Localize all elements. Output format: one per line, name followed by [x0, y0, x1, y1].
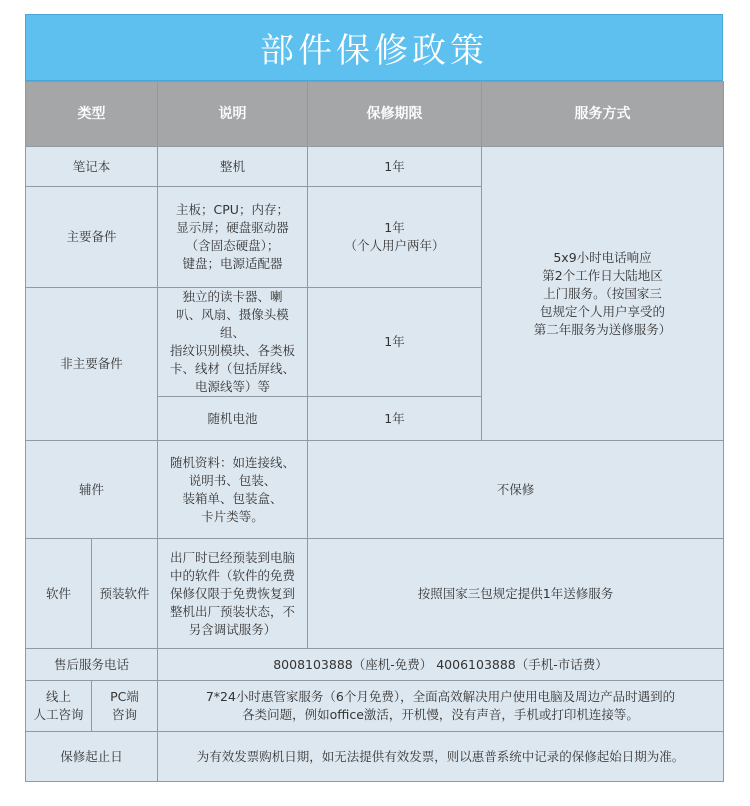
service-method-cell: 5x9小时电话响应 第2个工作日大陆地区 上门服务。（按国家三 包规定个人用户享受的 第二年服务为送修服务） [482, 147, 724, 441]
table-row [26, 681, 724, 732]
table-row [26, 539, 724, 649]
table-row [26, 732, 724, 782]
header-row [26, 82, 724, 147]
period-cell: 1年 [308, 288, 482, 397]
period-cell: 1年 [308, 397, 482, 441]
table-row [26, 147, 724, 187]
header-description: 说明 [158, 82, 308, 147]
start-date-value: 为有效发票购机日期，如无法提供有效发票，则以惠普系统中记录的保修起始日期为准。 [158, 732, 724, 782]
start-date-label: 保修起止日 [26, 732, 158, 782]
type-cell: 软件 [26, 539, 92, 649]
header-period: 保修期限 [308, 82, 482, 147]
header-type: 类型 [26, 82, 158, 147]
description-cell: 出厂时已经预装到电脑 中的软件（软件的免费 保修仅限于免费恢复到 整机出厂预装状态，不 另含调试服务） [158, 539, 308, 649]
warranty-table [25, 81, 724, 782]
table-row [26, 649, 724, 681]
period-cell: 1年 （个人用户两年） [308, 187, 482, 288]
table-row [26, 441, 724, 539]
description-cell: 主板；CPU；内存； 显示屏；硬盘驱动器 （含固态硬盘）； 键盘；电源适配器 [158, 187, 308, 288]
header-service: 服务方式 [482, 82, 724, 147]
description-cell: 随机电池 [158, 397, 308, 441]
subtype-cell: 预装软件 [92, 539, 158, 649]
type-cell: 非主要备件 [26, 288, 158, 441]
type-cell: 主要备件 [26, 187, 158, 288]
type-cell: 辅件 [26, 441, 158, 539]
description-cell: 整机 [158, 147, 308, 187]
online-label: 线上 人工咨询 [26, 681, 92, 732]
description-cell: 独立的读卡器、喇 叭、风扇、摄像头模组、 指纹识别模块、各类板 卡、线材（包括屏线、 电源线等）等 [158, 288, 308, 397]
online-sublabel: PC端 咨询 [92, 681, 158, 732]
service-cell: 按照国家三包规定提供1年送修服务 [308, 539, 724, 649]
hotline-value: 8008103888（座机-免费） 4006103888（手机-市话费） [158, 649, 724, 681]
description-cell: 随机资料：如连接线、 说明书、包装、 装箱单、包装盒、 卡片类等。 [158, 441, 308, 539]
type-cell: 笔记本 [26, 147, 158, 187]
warranty-policy [25, 14, 723, 782]
page-title: 部件保修政策 [260, 31, 488, 71]
online-value: 7*24小时惠管家服务（6个月免费），全面高效解决用户使用电脑及周边产品时遇到的 各类问题，例如office激活，开机慢，没有声音，手机或打印机连接等。 [158, 681, 724, 732]
period-cell: 1年 [308, 147, 482, 187]
title-banner [25, 14, 723, 81]
hotline-label: 售后服务电话 [26, 649, 158, 681]
warranty-cell: 不保修 [308, 441, 724, 539]
